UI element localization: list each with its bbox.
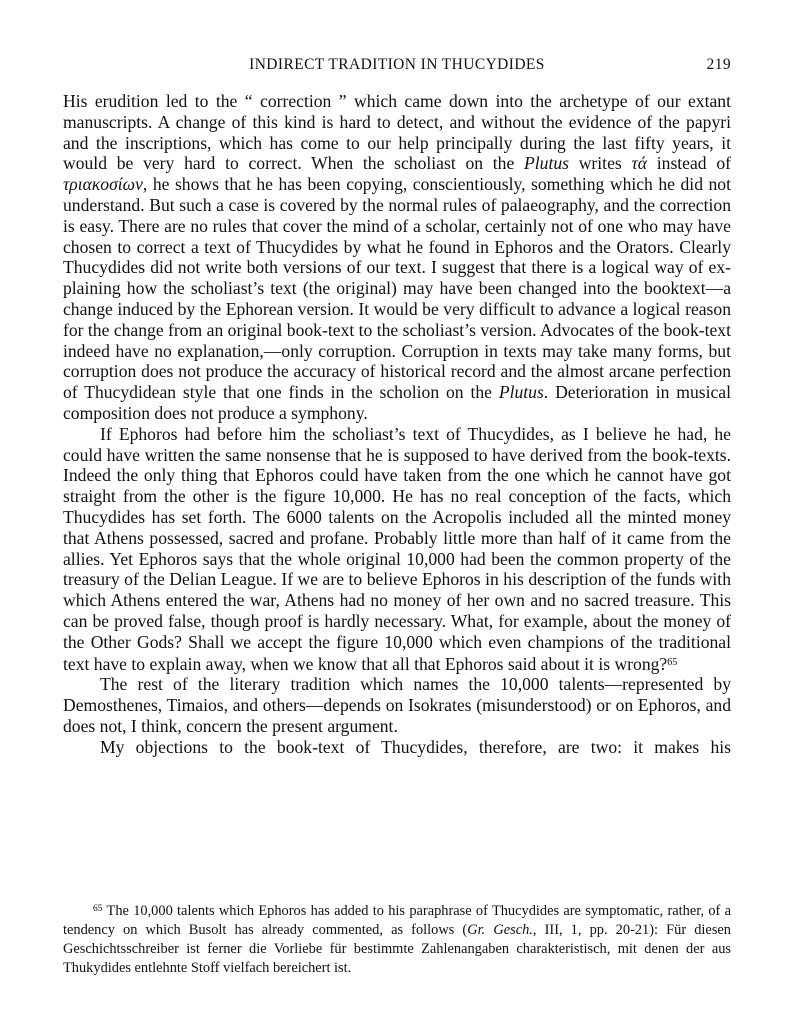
work-title-plutus: Plutus — [524, 153, 569, 174]
paragraph-1-text: instead of — [647, 153, 731, 174]
body-text — [63, 91, 731, 758]
paragraph-2-text: If Ephoros had before him the scholiast’s text of Thucydides, as I believe he had, he could have written the same nonsense that he is supposed to have derived from the book-texts. Indeed the only thing that Ephoros could have taken from the one which he cannot have got straight from the other is the figure 10,000. He has no real conception of the facts, which Thucydides has set forth. The 6000 talents on the Acropolis included all the minted money that Athens possessed, sacred and profane. Probably little more than half of it came from the allies. Yet Ephoros says that the whole original 10,000 had been the common property of the treasury of the Delian League. If we are to believe Ephoros in his description of the funds with which Athens entered the war, Athens had no money of her own and no sacred treasure. This can be proved false, though proof is hardly necessary. What, for example, about the money of the Other Gods? Shall we accept the figure 10,000 which even champions of the traditional text have to explain away, when we know that all that Ephoros said about it is wrong? — [63, 423, 731, 674]
paragraph-1-text: His erudition led to the “ correction ” which came down into the archetype of our extant manuscripts. A change of this kind is hard to detect, and without the evidence of the papyri and the inscriptions, which has come to our help principally during the last fifty years, it would be very hard to correct. When the scholiast on the — [63, 91, 731, 174]
citation-title: Gr. Gesch. — [467, 922, 533, 938]
paragraph-2 — [63, 424, 731, 675]
work-title-plutus: Plutus — [498, 382, 544, 403]
paragraph-1-text: writes — [568, 153, 632, 174]
running-head — [63, 56, 731, 78]
footnote-number: 65 — [93, 904, 103, 914]
paragraph-3: The rest of the literary tradition which names the 10,000 talents—represented by Demosthenes, Timaios, and others—depends on Isokrates (misunderstood) or on Ephoros, and does not, I think, concern the present argument. — [63, 674, 731, 736]
footnote — [63, 900, 731, 978]
footnote-text: The 10,000 talents which Ephoros has added to his paraphrase of Thucydides are symptomatic, rather, of a tendency on which Busolt has already commented, as follows ( — [63, 903, 731, 938]
paragraph-1 — [63, 91, 731, 424]
footnote-reference[interactable]: 65 — [667, 656, 678, 668]
paragraph-1-text: . Deterioration in musical composition does not produce a symphony. — [63, 382, 732, 423]
page-number: 219 — [706, 56, 731, 73]
running-title: INDIRECT TRADITION IN THUCYDIDES — [249, 56, 545, 73]
greek-word: τριακοσίων — [63, 174, 143, 195]
greek-word: τά — [631, 153, 648, 174]
footnote-text: , III, 1, pp. 20-21): Für diesen Geschichtsschreiber ist ferner die Vorliebe für bestimmte Zahlenangaben charakteristisch, mit denen der aus Thukydides entlehnte Stoff vielfach bereichert ist. — [63, 922, 731, 976]
paragraph-1-text: , he shows that he has been copying, conscientiously, something which he did not understand. But such a case is covered by the normal rules of palaeography, and the correction is easy. There are no rules that cover the mind of a scholar, certainly not of one who may have chosen to correct a text of Thucydides by what he found in Ephoros and the Orators. Clearly Thucydides did not write both versions of our text. I suggest that there is a logical way of explaining how the scholiast’s text (the original) may have been changed into the booktext—a change induced by the Ephorean version. It would be very difficult to advance a logical reason for the change from an original book-text to the scholiast’s version. Advocates of the book-text indeed have no explanation,—only corruption. Corruption in texts may take many forms, but corruption does not produce the accuracy of historical record and the almost arcane perfection of Thucydidean style that one finds in the scholion on the — [63, 174, 731, 403]
paragraph-4: My objections to the book-text of Thucydides, therefore, are two: it makes his — [100, 736, 731, 757]
